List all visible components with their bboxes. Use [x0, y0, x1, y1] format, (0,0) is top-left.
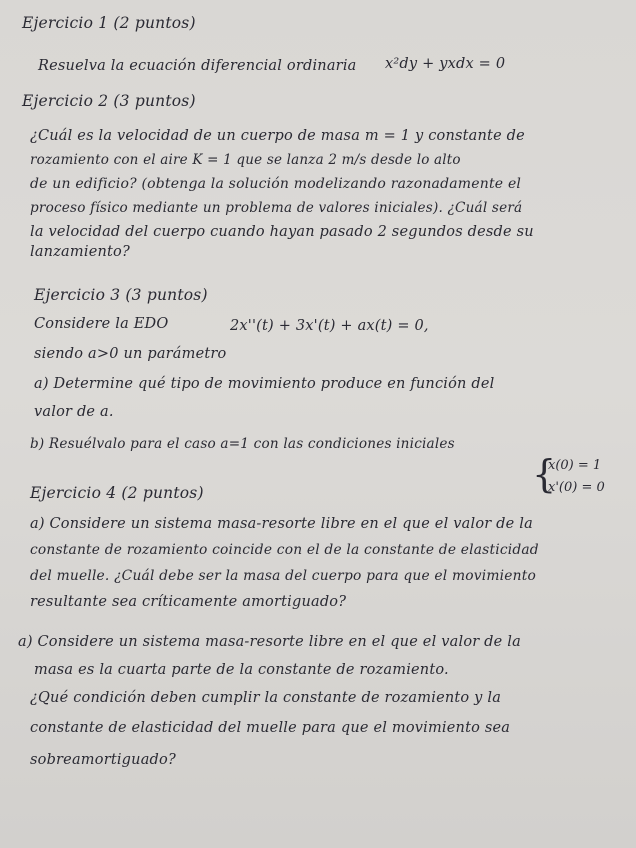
brace-icon: {: [532, 452, 557, 496]
ex2-line: proceso físico mediante un problema de valores iniciales). ¿Cuál será: [30, 200, 523, 216]
ex4-part-a2: sobreamortiguado?: [30, 752, 176, 768]
ex3-title: Ejercicio 3 (3 puntos): [34, 286, 208, 304]
ex3-intro: Considere la EDO: [34, 316, 169, 332]
ex3-equation: 2x''(t) + 3x'(t) + ax(t) = 0,: [230, 318, 429, 334]
ex3-part-a: valor de a.: [34, 404, 114, 420]
ex2-line: lanzamiento?: [30, 244, 130, 260]
ex1-equation: x²dy + yxdx = 0: [385, 56, 506, 72]
ex3-part-b: b) Resuélvalo para el caso a=1 con las condiciones iniciales: [30, 436, 455, 452]
ex3-param: siendo a>0 un parámetro: [34, 346, 227, 362]
condition-2: x'(0) = 0: [548, 480, 605, 495]
ex4-part-a1: a) Considere un sistema masa-resorte libre en el que el valor de la: [30, 516, 533, 532]
ex2-line: la velocidad del cuerpo cuando hayan pasado 2 segundos desde su: [30, 224, 534, 240]
ex4-part-a1: del muelle. ¿Cuál debe ser la masa del cuerpo para que el movimiento: [30, 568, 536, 584]
ex2-line: de un edificio? (obtenga la solución modelizando razonadamente el: [30, 176, 522, 192]
initial-conditions: [532, 452, 612, 498]
ex2-line: ¿Cuál es la velocidad de un cuerpo de masa m = 1 y constante de: [30, 128, 525, 144]
ex4-part-a1: resultante sea críticamente amortiguado?: [30, 594, 347, 610]
ex1-title: Ejercicio 1 (2 puntos): [22, 14, 196, 32]
ex4-part-a2: constante de elasticidad del muelle para que el movimiento sea: [30, 720, 511, 736]
ex4-part-a2: a) Considere un sistema masa-resorte libre en el que el valor de la: [18, 634, 521, 650]
ex1-statement: Resuelva la ecuación diferencial ordinaria: [38, 58, 357, 74]
ex4-title: Ejercicio 4 (2 puntos): [30, 484, 204, 502]
ex4-part-a2: masa es la cuarta parte de la constante de rozamiento.: [34, 662, 449, 678]
condition-1: x(0) = 1: [548, 458, 602, 473]
ex4-part-a2: ¿Qué condición deben cumplir la constante de rozamiento y la: [30, 690, 502, 706]
ex3-part-a: a) Determine qué tipo de movimiento produce en función del: [34, 376, 495, 392]
ex2-line: rozamiento con el aire K = 1 que se lanza 2 m/s desde lo alto: [30, 152, 461, 168]
ex2-title: Ejercicio 2 (3 puntos): [22, 92, 196, 110]
ex4-part-a1: constante de rozamiento coincide con el de la constante de elasticidad: [30, 542, 539, 558]
